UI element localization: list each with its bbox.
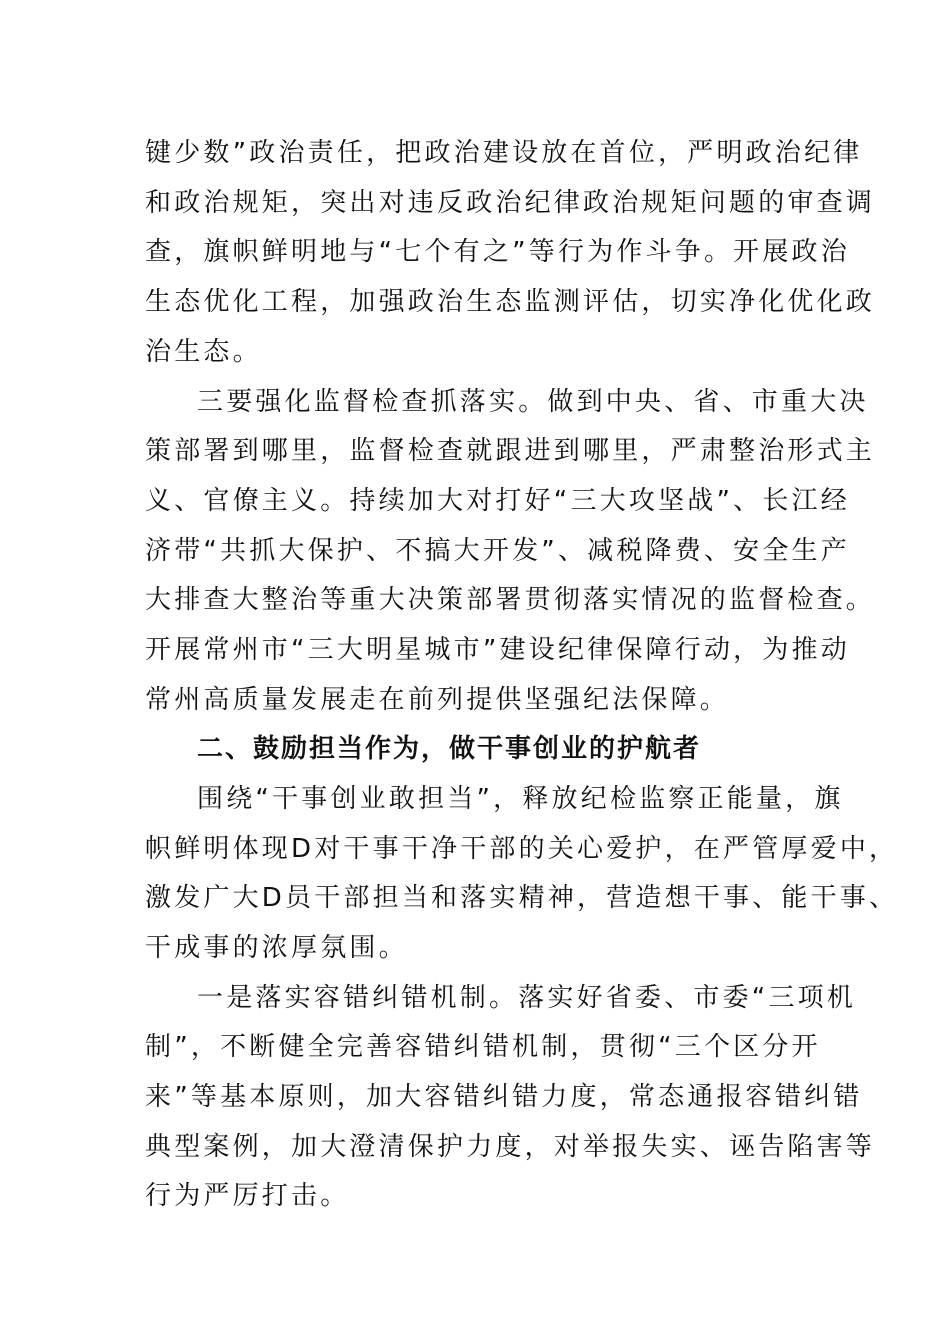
paragraph-2-line-2: 策部署到哪里，监督检查就跟进到哪里，严肃整治形式主 (145, 436, 876, 466)
paragraph-1-line-4: 生态优化工程，加强政治生态监测评估，切实净化优化政 (145, 287, 876, 317)
paragraph-4-line-4: 典型案例，加大澄清保护力度，对举报失实、诬告陷害等 (145, 1132, 876, 1162)
paragraph-3-line-4: 干成事的浓厚氛围。 (145, 933, 408, 963)
paragraph-4-line-2: 制”，不断健全完善容错纠错机制，贯彻“三个区分开 (145, 1032, 821, 1062)
paragraph-1-line-1: 键少数”政治责任，把政治建设放在首位，严明政治纪律 (145, 138, 863, 168)
paragraph-2-line-5: 大排查大整治等重大决策部署贯彻落实情况的监督检查。 (145, 585, 876, 615)
paragraph-4-line-1: 一是落实容错纠错机制。落实好省委、市委“三项机 (197, 983, 857, 1013)
paragraph-2-line-4: 济带“共抓大保护、不搞大开发”、减税降费、安全生产 (145, 536, 850, 566)
paragraph-2-line-1: 三要强化监督检查抓落实。做到中央、省、市重大决 (197, 387, 869, 417)
paragraph-1-line-5: 治生态。 (145, 337, 262, 367)
paragraph-1-line-2: 和政治规矩，突出对违反政治纪律政治规矩问题的审查调 (145, 188, 876, 218)
paragraph-2-line-3: 义、官僚主义。持续加大对打好“三大攻坚战”、长江经 (145, 486, 850, 516)
paragraph-1-line-3: 查，旗帜鲜明地与“七个有之”等行为作斗争。开展政治 (145, 237, 850, 267)
paragraph-4-line-3: 来”等基本原则，加大容错纠错力度，常态通报容错纠错 (145, 1082, 863, 1112)
paragraph-2-line-7: 常州高质量发展走在前列提供坚强纪法保障。 (145, 685, 730, 715)
paragraph-3-line-1: 围绕“干事创业敢担当”，释放纪检监察正能量，旗 (197, 784, 844, 814)
section-heading: 二、鼓励担当作为，做干事创业的护航者 (197, 734, 702, 764)
paragraph-2-line-6: 开展常州市“三大明星城市”建设纪律保障行动，为推动 (145, 635, 850, 665)
paragraph-3-line-2: 帜鲜明体现D对干事干净干部的关心爱护，在严管厚爱中， (145, 834, 899, 864)
paragraph-4-line-5: 行为严厉打击。 (145, 1181, 350, 1211)
paragraph-3-line-3: 激发广大D员干部担当和落实精神，营造想干事、能干事、 (145, 883, 899, 913)
